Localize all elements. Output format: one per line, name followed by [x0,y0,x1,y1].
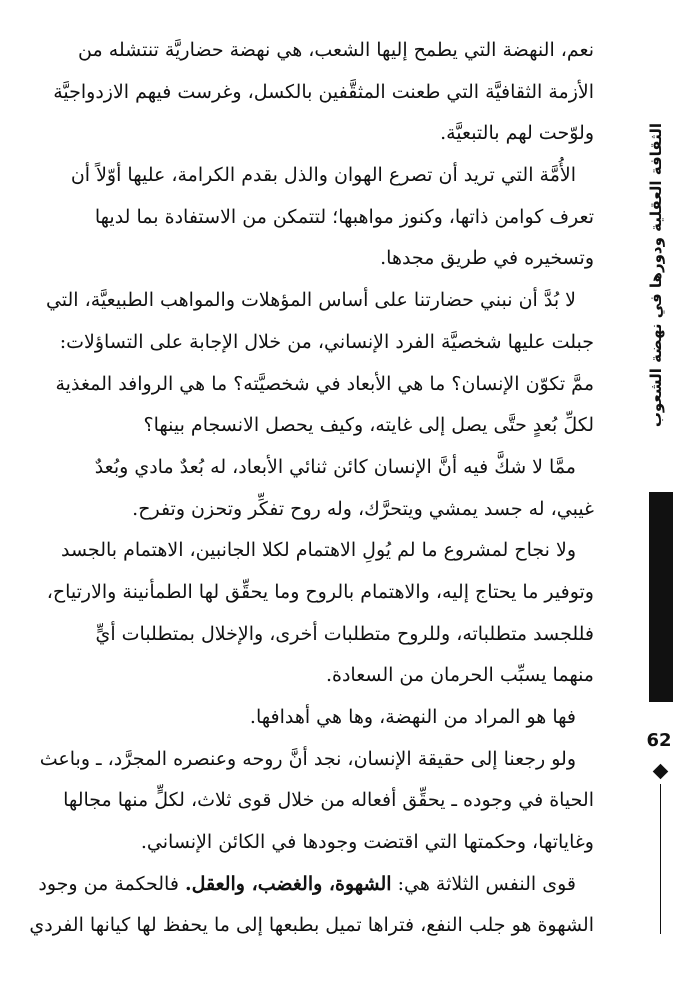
body-text [14,30,594,947]
side-rule-divider [660,784,662,934]
text-line: وتسخيره في طريق مجدها. [380,247,594,270]
running-head-text: الثقافة العقلية ودورها في نهضة الشعوب [647,122,665,428]
text-line: وغاياتها، وحكمتها التي اقتضت وجودها في الكائن الإنساني. [140,831,594,854]
text-line: غيبي، له جسد يمشي ويتحرَّك، وله روح تفكِّر وتحزن وتفرح. [132,497,594,520]
text-line: لا بُدَّ أن نبني حضارتنا على أساس المؤهلات والمواهب الطبيعيَّة، التي [45,289,576,312]
text-line: وتوفير ما يحتاج إليه، والاهتمام بالروح وما يحقِّق لها الطمأنينة والارتياح، [46,580,594,603]
text-line: نعم، النهضة التي يطمح إليها الشعب، هي نهضة حضاريَّة تنتشله من [78,39,594,61]
text-line: الأُمَّة التي تريد أن تصرع الهوان والذل بقدم الكرامة، عليها أوّلاً أن [70,164,576,187]
text-line: ولوّحت لهم بالتبعيَّة. [440,122,594,145]
text-line: ولو رجعنا إلى حقيقة الإنسان، نجد أنَّ روحه وعنصره المجرَّد، ـ وباعث [39,747,576,770]
side-margin [607,0,687,995]
text-line: تعرف كوامن ذاتها، وكنوز مواهبها؛ لتتمكن من الاستفادة بما لديها [94,205,594,228]
text-line: فها هو المراد من النهضة، وها هي أهدافها. [249,706,576,728]
side-thumb-bar [649,492,673,702]
text-line: الحياة في وجوده ـ يحقِّق أفعاله من خلال قوى ثلاث، لكلٍّ منها مجالها [63,789,594,812]
text-line: ممَّ تكوّن الإنسان؟ ما هي الأبعاد في شخصيَّته؟ ما هي الروافد المغذية [55,372,594,395]
text-line: الشهوة هو جلب النفع، فتراها تميل بطبعها إلى ما يحفظ لها كيانها الفردي [29,914,594,937]
text-line: ولا نجاح لمشروع ما لم يُولِ الاهتمام لكلا الجانبين، الاهتمام بالجسد [61,539,576,562]
running-head [641,110,671,440]
text-line: الأزمة الثقافيَّة التي طعنت المثقَّفين بالكسل، وغرست فيهم الازدواجيَّة [53,80,594,103]
text-line: فللجسد متطلباته، وللروح متطلبات أخرى، والإخلال بمتطلبات أيٍّ [95,622,594,645]
text-line: منهما يسبِّب الحرمان من السعادة. [325,664,594,687]
text-line: لكلِّ بُعدٍ حتَّى يصل إلى غايته، وكيف يحصل الانسجام بينها؟ [143,414,594,437]
text-line: قوى النفس الثلاثة هي: الشهوة، والغضب، والعقل. فالحكمة من وجود [38,872,576,895]
bold-phrase: الشهوة، والغضب، والعقل. [184,872,392,895]
page-number: 62 [646,730,672,751]
text-line: ممَّا لا شكَّ فيه أنَّ الإنسان كائن ثنائي الأبعاد، له بُعدٌ مادي وبُعدٌ [94,455,576,478]
text-line: جبلت عليها شخصيَّة الفرد الإنساني، من خلال الإجابة على التساؤلات: [59,330,594,353]
diamond-ornament-icon [653,764,669,780]
